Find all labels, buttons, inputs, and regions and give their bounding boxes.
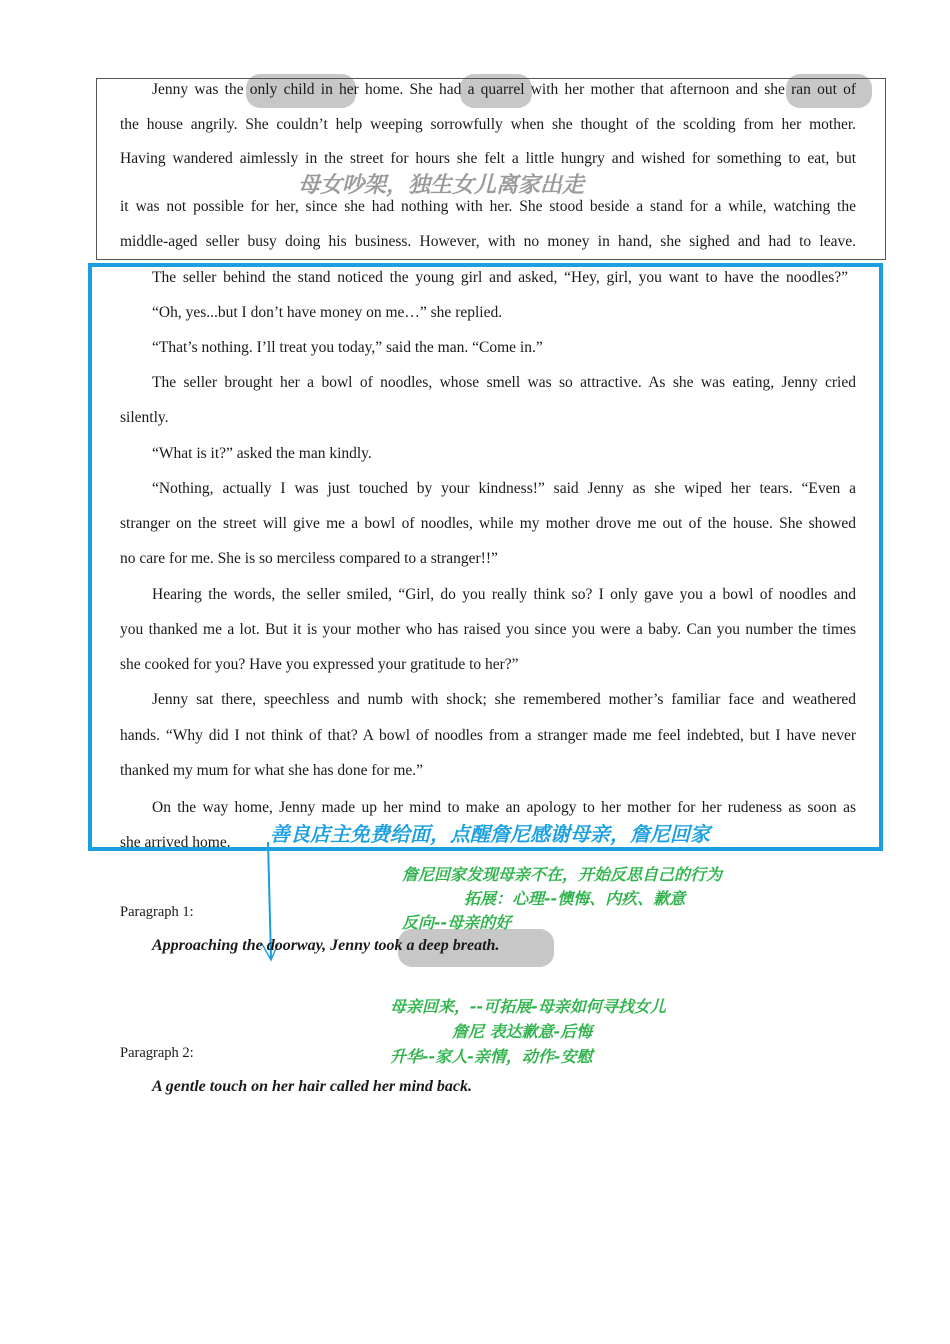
paragraph-1-start: Approaching the doorway, Jenny took a deep breath.	[152, 937, 500, 954]
story-line: The seller behind the stand noticed the young girl and asked, “Hey, girl, you want to have the noodles?”	[152, 269, 848, 286]
annotation-p1-note: 拓展：心理--懊悔、内疚、歉意	[464, 889, 686, 908]
story-line: you thanked me a lot. But it is your mother who has raised you since you were a baby. Can you number the times	[120, 621, 856, 638]
story-line: “That’s nothing. I’ll treat you today,” said the man. “Come in.”	[152, 339, 543, 356]
story-line: On the way home, Jenny made up her mind to make an apology to her mother for her rudeness as soon as	[152, 799, 856, 816]
annotation-p1-note: 反向--母亲的好	[402, 913, 512, 932]
story-line: she arrived home.	[120, 834, 231, 847]
story-line: the house angrily. She couldn’t help weeping sorrowfully when she thought of the scolding from her mother.	[120, 116, 856, 133]
story-line: middle-aged seller busy doing his business. However, with no money in hand, she sighed and had to leave.	[120, 233, 856, 250]
story-line: Having wandered aimlessly in the street for hours she felt a little hungry and wished for something to eat, but	[120, 150, 856, 167]
annotation-p2-note: 升华--家人-亲情，动作-安慰	[390, 1047, 593, 1066]
story-line: she cooked for you? Have you expressed your gratitude to her?”	[120, 656, 519, 673]
annotation-summary-intro: 母女吵架，独生女儿离家出走	[298, 173, 585, 198]
story-line: stranger on the street will give me a bowl of noodles, while my mother drove me out of the house. She showed	[120, 515, 856, 532]
story-line: The seller brought her a bowl of noodles, whose smell was so attractive. As she was eating, Jenny cried	[152, 374, 856, 391]
story-line: “What is it?” asked the man kindly.	[152, 445, 372, 462]
paragraph-1-label: Paragraph 1:	[120, 904, 194, 920]
story-line: “Nothing, actually I was just touched by your kindness!” said Jenny as she wiped her tears. “Even a	[152, 480, 856, 497]
story-line: thanked my mum for what she has done for me.”	[120, 762, 424, 779]
story-line: Hearing the words, the seller smiled, “Girl, do you really think so? I only gave you a bowl of noodles and	[152, 586, 856, 603]
story-line: Jenny sat there, speechless and numb with shock; she remembered mother’s familiar face and weathered	[152, 691, 856, 708]
story-line: it was not possible for her, since she had nothing with her. She stood beside a stand for a while, watching the	[120, 198, 856, 215]
story-line: silently.	[120, 409, 169, 426]
annotation-p2-note: 母亲回来，--可拓展-母亲如何寻找女儿	[390, 997, 666, 1016]
paragraph-2-label: Paragraph 2:	[120, 1045, 194, 1061]
paragraph-2-start: A gentle touch on her hair called her mind back.	[152, 1078, 473, 1095]
annotation-p2-note: 詹尼 表达歉意-后悔	[452, 1022, 593, 1041]
story-line: “Oh, yes...but I don’t have money on me…” she replied.	[152, 304, 503, 321]
story-line: Jenny was the only child in her home. She had a quarrel with her mother that afternoon and she ran out of	[152, 81, 856, 98]
annotation-summary-story: 善良店主免费给面，点醒詹尼感谢母亲，詹尼回家	[270, 822, 710, 846]
story-line: hands. “Why did I not think of that? A bowl of noodles from a stranger made me feel indebted, but I have never	[120, 727, 856, 744]
annotation-p1-note: 詹尼回家发现母亲不在，开始反思自己的行为	[402, 865, 723, 884]
story-line: no care for me. She is so merciless compared to a stranger!!”	[120, 550, 498, 567]
